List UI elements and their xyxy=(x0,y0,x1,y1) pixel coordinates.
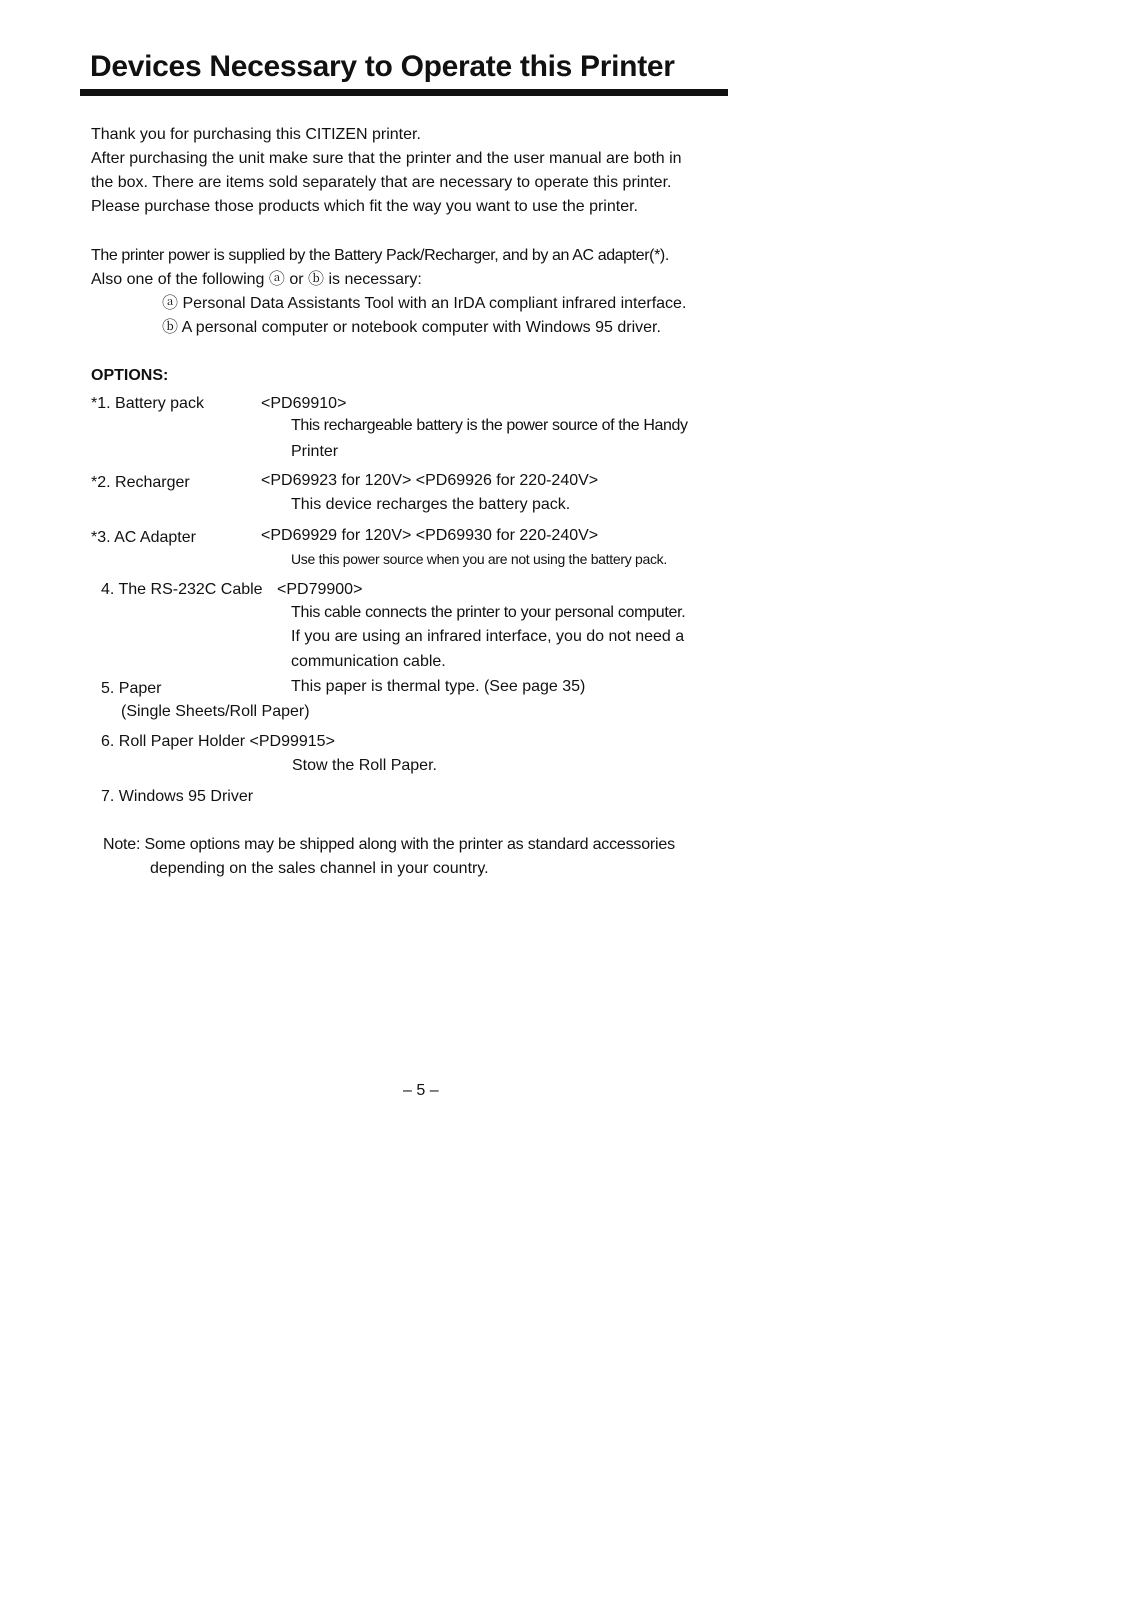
option-4-desc-2: If you are using an infrared interface, you do not need a xyxy=(291,628,685,645)
option-6-label: 6. Roll Paper Holder <PD99915> xyxy=(101,733,335,750)
option-1-label: *1. Battery pack xyxy=(91,395,204,412)
power-line-2: Also one of the following ⓐ or ⓑ is necessary: xyxy=(91,271,422,288)
option-5-label: 5. Paper xyxy=(101,680,162,697)
option-4-label: 4. The RS-232C Cable xyxy=(101,581,263,598)
option-5-desc-1: This paper is thermal type. (See page 35) xyxy=(291,678,586,695)
option-4-code: <PD79900> xyxy=(277,581,363,598)
option-1-desc-1: This rechargeable battery is the power source of the Handy xyxy=(291,417,688,434)
option-2-label: *2. Recharger xyxy=(91,474,190,491)
requirement-a: ⓐ Personal Data Assistants Tool with an IrDA compliant infrared interface. xyxy=(162,295,687,312)
option-2-code: <PD69923 for 120V> <PD69926 for 220-240V> xyxy=(261,472,599,489)
option-3-label: *3. AC Adapter xyxy=(91,529,196,546)
title-underline xyxy=(80,89,728,96)
option-5-sublabel: (Single Sheets/Roll Paper) xyxy=(121,703,310,720)
option-3-desc-1: Use this power source when you are not using the battery pack. xyxy=(291,551,667,567)
option-4-desc-3: communication cable. xyxy=(291,653,446,670)
page-title: Devices Necessary to Operate this Printer xyxy=(90,50,675,83)
intro-line-3: the box. There are items sold separately that are necessary to operate this printer. xyxy=(91,174,672,191)
note-line-2: depending on the sales channel in your country. xyxy=(150,860,489,877)
option-1-desc-2: Printer xyxy=(291,443,339,460)
option-7-label: 7. Windows 95 Driver xyxy=(101,788,254,805)
intro-line-2: After purchasing the unit make sure that the printer and the user manual are both in xyxy=(91,150,682,167)
requirement-b: ⓑ A personal computer or notebook computer with Windows 95 driver. xyxy=(162,319,661,336)
option-1-code: <PD69910> xyxy=(261,395,347,412)
options-heading: OPTIONS: xyxy=(91,367,169,384)
option-4-desc-1: This cable connects the printer to your personal computer. xyxy=(291,604,686,621)
option-6-desc-1: Stow the Roll Paper. xyxy=(292,757,437,774)
intro-line-4: Please purchase those products which fit the way you want to use the printer. xyxy=(91,198,638,215)
intro-line-1: Thank you for purchasing this CITIZEN printer. xyxy=(91,126,421,143)
page-number: – 5 – xyxy=(403,1082,439,1099)
power-line-1: The printer power is supplied by the Battery Pack/Recharger, and by an AC adapter(*). xyxy=(91,247,669,264)
option-3-code: <PD69929 for 120V> <PD69930 for 220-240V> xyxy=(261,527,599,544)
option-2-desc-1: This device recharges the battery pack. xyxy=(291,496,571,513)
note-line-1: Note: Some options may be shipped along with the printer as standard accessories xyxy=(103,836,675,853)
